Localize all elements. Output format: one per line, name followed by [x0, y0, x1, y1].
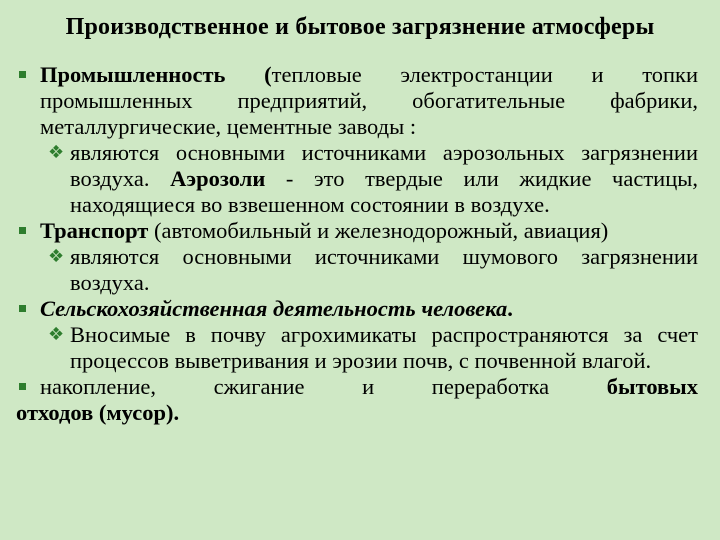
slide-title: Производственное и бытовое загрязнение атмосферы [65, 14, 655, 40]
diamond-check-icon: ❖ [48, 324, 65, 345]
industry-heading: Промышленность ( [40, 62, 272, 87]
bullet-waste [16, 374, 698, 400]
waste-continuation [16, 400, 698, 426]
bullet-industry [16, 62, 698, 140]
transport-heading: Транспорт [40, 218, 149, 243]
waste-bold-a: бытовых [606, 374, 698, 399]
square-bullet-icon [19, 227, 26, 234]
agriculture-heading: Сельскохозяйственная деятельность человека [40, 296, 508, 321]
agriculture-sub-text: Вносимые в почву агрохимикаты распространяются за счет процессов выветривания и эрозии почв, с почвенной влагой. [70, 322, 698, 373]
diamond-check-icon: ❖ [48, 142, 65, 163]
square-bullet-icon [19, 305, 26, 312]
sub-bullet-industry [16, 140, 698, 218]
industry-sub-text-c: - это твердые или жидкие частицы, находящиеся во взвешенном состоянии в воздухе. [70, 166, 698, 217]
sub-bullet-transport [16, 244, 698, 296]
transport-text: (автомобильный и железнодорожный, авиация) [148, 218, 609, 243]
square-bullet-icon [19, 383, 26, 390]
square-bullet-icon [19, 71, 26, 78]
waste-text: накопление, сжигание и переработка [40, 374, 607, 399]
sub-bullet-agriculture [16, 322, 698, 374]
agriculture-dot: . [507, 296, 513, 321]
bullet-transport [16, 218, 698, 244]
industry-text: тепловые электростанции и топки промышленных предприятий, обогатительные фабрики, металлургические, цементные заводы : [40, 62, 698, 139]
bullet-agriculture [16, 296, 698, 322]
transport-sub-text: являются основными источниками шумового загрязнении воздуха. [70, 244, 698, 295]
diamond-check-icon: ❖ [48, 246, 65, 267]
slide-content [16, 62, 698, 426]
industry-sub-term: Аэрозоли [170, 166, 266, 191]
waste-bold-b: отходов (мусор). [16, 400, 180, 425]
industry-sub-text-a: являются основными источниками аэрозольных загрязнении воздуха. [70, 140, 698, 191]
